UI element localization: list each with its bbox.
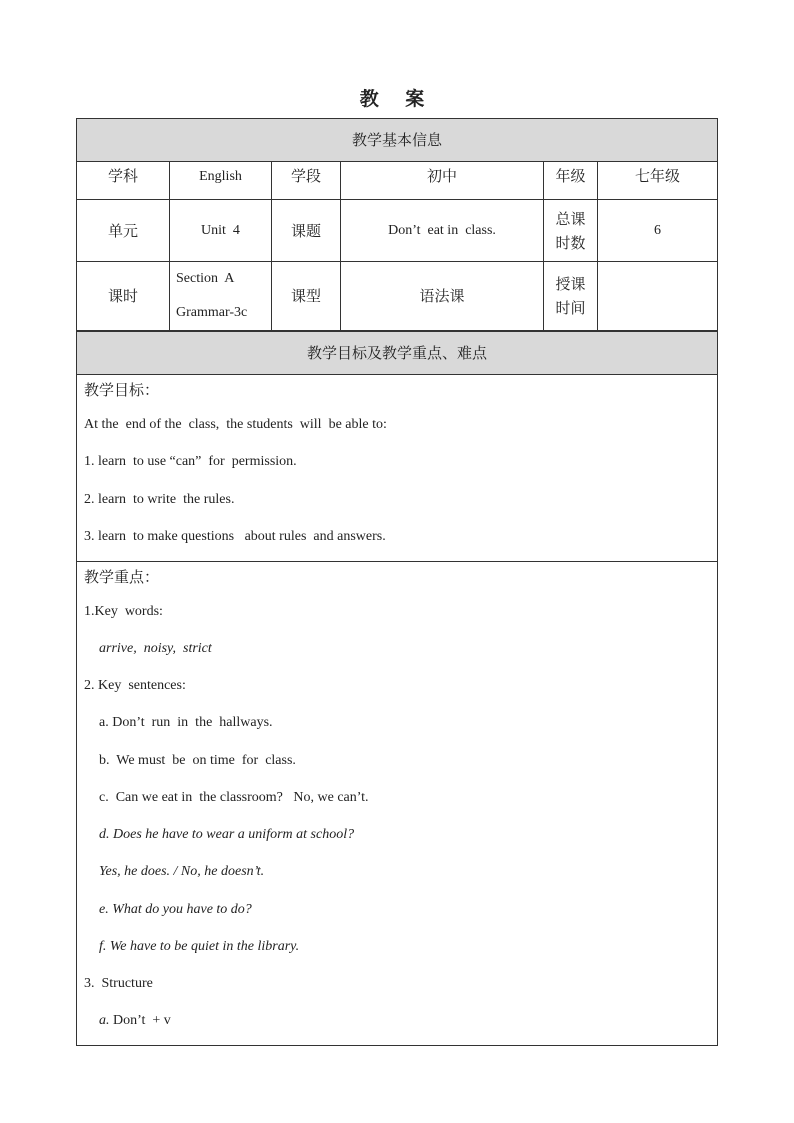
objectives-block: [77, 375, 717, 562]
lesson-type-label: 课型: [272, 262, 341, 331]
structure-item-a-letter: a.: [99, 1013, 110, 1028]
period-value-line2: Grammar-3c: [176, 305, 248, 320]
key-points-heading: 教学重点：: [84, 568, 160, 586]
objective-item: 3. learn to make questions about rules and answers.: [84, 529, 386, 544]
unit-value: Unit 4: [170, 200, 272, 262]
key-sentence: Yes, he does. / No, he doesn’t.: [99, 864, 265, 879]
objectives-section-header: 教学目标及教学重点、难点: [77, 331, 717, 375]
key-sentence: f. We have to be quiet in the library.: [99, 939, 300, 954]
total-hours-label-line2: 时数: [555, 233, 586, 252]
objective-item: 1. learn to use “can” for permission.: [84, 454, 297, 469]
key-sentence: a. Don’t run in the hallways.: [99, 715, 273, 730]
key-words: arrive, noisy, strict: [99, 641, 212, 656]
objectives-intro: At the end of the class, the students will be able to:: [84, 417, 387, 432]
structure-label: 3. Structure: [84, 976, 153, 991]
teaching-time-label-line1: 授课: [555, 275, 586, 293]
topic-value: Don’t eat in class.: [341, 200, 544, 262]
grade-label: 年级: [544, 162, 598, 200]
structure-item-a: [99, 1013, 171, 1029]
stage-value: 初中: [341, 162, 544, 200]
teaching-time-label-line2: 时间: [555, 299, 586, 317]
structure-item-a-text: Don’t + v: [109, 1013, 171, 1028]
unit-label: 单元: [77, 200, 170, 262]
key-points-block: [77, 562, 717, 1045]
teaching-time-value: [598, 262, 717, 331]
period-label: 课时: [77, 262, 170, 331]
document-title: 教 案: [359, 88, 435, 110]
subject-label: 学科: [77, 162, 170, 200]
key-words-label: 1.Key words:: [84, 604, 163, 619]
subject-value: English: [170, 162, 272, 200]
total-hours-label-line1: 总课: [555, 209, 586, 228]
total-hours-label: [544, 200, 598, 262]
period-value-line1: Section A: [176, 271, 235, 286]
key-sentence: b. We must be on time for class.: [99, 753, 296, 768]
lesson-plan-table: [76, 118, 718, 1046]
basic-info-header: 教学基本信息: [77, 119, 717, 162]
stage-label: 学段: [272, 162, 341, 200]
period-value: [170, 262, 272, 331]
objective-item: 2. learn to write the rules.: [84, 492, 235, 507]
key-sentence: e. What do you have to do?: [99, 902, 252, 917]
lesson-type-value: 语法课: [341, 262, 544, 331]
key-sentence: d. Does he have to wear a uniform at school?: [99, 827, 355, 842]
key-sentences-label: 2. Key sentences:: [84, 678, 186, 693]
grade-value: 七年级: [598, 162, 717, 200]
total-hours-value: 6: [598, 200, 717, 262]
key-sentence: c. Can we eat in the classroom? No, we can’t.: [99, 790, 369, 805]
topic-label: 课题: [272, 200, 341, 262]
teaching-time-label: [544, 262, 598, 331]
objectives-heading: 教学目标：: [84, 381, 160, 399]
